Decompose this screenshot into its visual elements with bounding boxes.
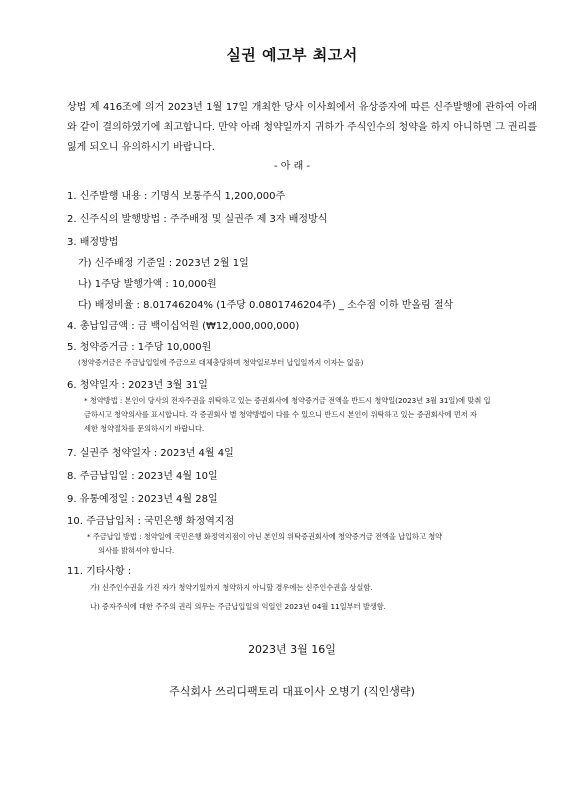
item-2: 2. 신주식의 발행방법 : 주주배정 및 실권주 제 3자 배정방식	[67, 214, 328, 225]
item-8: 8. 주금납입일 : 2023년 4월 10일	[67, 471, 218, 482]
item-7: 7. 실권주 청약일자 : 2023년 4월 4일	[67, 448, 234, 459]
document-date: 2023년 3월 16일	[248, 643, 336, 656]
item-5-note: (청약증거금은 주금납입일에 주금으로 대체충당하며 청약일로부터 납입일까지 이자는 없음)	[78, 358, 364, 367]
item-10-note-line-1: * 주금납입 방법 : 청약일에 국민은행 화정역지점이 아닌 본인의 위탁증권회사에 청약증거금 전액을 납입하고 청약	[87, 532, 443, 541]
item-11-b: 나) 증자주식에 대한 주주의 권리 의무는 주금납입일의 익일인 2023년 04월 11일부터 발생함.	[90, 602, 386, 611]
intro-paragraph: 상법 제 416조에 의거 2023년 1월 17일 개최한 당사 이사회에서 유상증자에 따른 신주발행에 관하여 아래와 같이 결의하였기에 최고합니다. 만약 아래 청약일까지 귀하가 주식인수의 청약을 하지 아니하면 그 권리를 잃게 되오니 유의하시기 바랍니다.	[67, 102, 537, 153]
item-3-a: 가) 신주배정 기준일 : 2023년 2월 1일	[78, 258, 249, 269]
item-5: 5. 청약증거금 : 1주당 10,000원	[67, 342, 212, 353]
item-11-a: 가) 신주인수권을 가진 자가 청약기일까지 청약하지 아니할 경우에는 신주인수권을 상실함.	[90, 583, 373, 592]
item-9: 9. 유통예정일 : 2023년 4월 28일	[67, 494, 218, 505]
item-11: 11. 기타사항 :	[67, 566, 132, 577]
section-heading: - 아 래 -	[273, 161, 311, 172]
item-6: 6. 청약일자 : 2023년 3월 31일	[67, 380, 208, 391]
item-3-c: 다) 배정비율 : 8.01746204% (1주당 0.0801746204주) _ 소수점 이하 반올림 절삭	[78, 300, 454, 311]
item-10-note-line-2: 의사를 밝혀셔야 합니다.	[98, 546, 175, 555]
document-title: 실권 예고부 최고서	[226, 46, 358, 64]
signer-line: 주식회사 쓰리디팩토리 대표이사 오병기 (직인생략)	[169, 685, 415, 698]
item-6-note-line-3: 세한 청약절차를 문의하시기 바랍니다.	[84, 424, 205, 433]
item-10: 10. 주금납입처 : 국민은행 화정역지점	[67, 516, 235, 527]
item-3: 3. 배정방법	[67, 237, 119, 248]
item-1: 1. 신주발행 내용 : 기명식 보통주식 1,200,000주	[67, 191, 286, 202]
item-6-note-line-2: 금하시고 청약의사를 표시합니다. 각 증권회사 별 청약방법이 다를 수 있으니 반드시 본인이 위탁하고 있는 증권회사에 먼저 자	[84, 410, 477, 419]
item-4: 4. 총납입금액 : 금 백이십억원 (₩12,000,000,000)	[67, 321, 300, 332]
item-6-note-line-1: * 청약방법 : 본인이 당사의 전자주권을 위탁하고 있는 증권회사에 청약증거금 전액을 반드시 청약일(2023년 3월 31일)에 맞춰 입	[84, 396, 491, 405]
item-3-b: 나) 1주당 발행가액 : 10,000원	[78, 279, 217, 290]
